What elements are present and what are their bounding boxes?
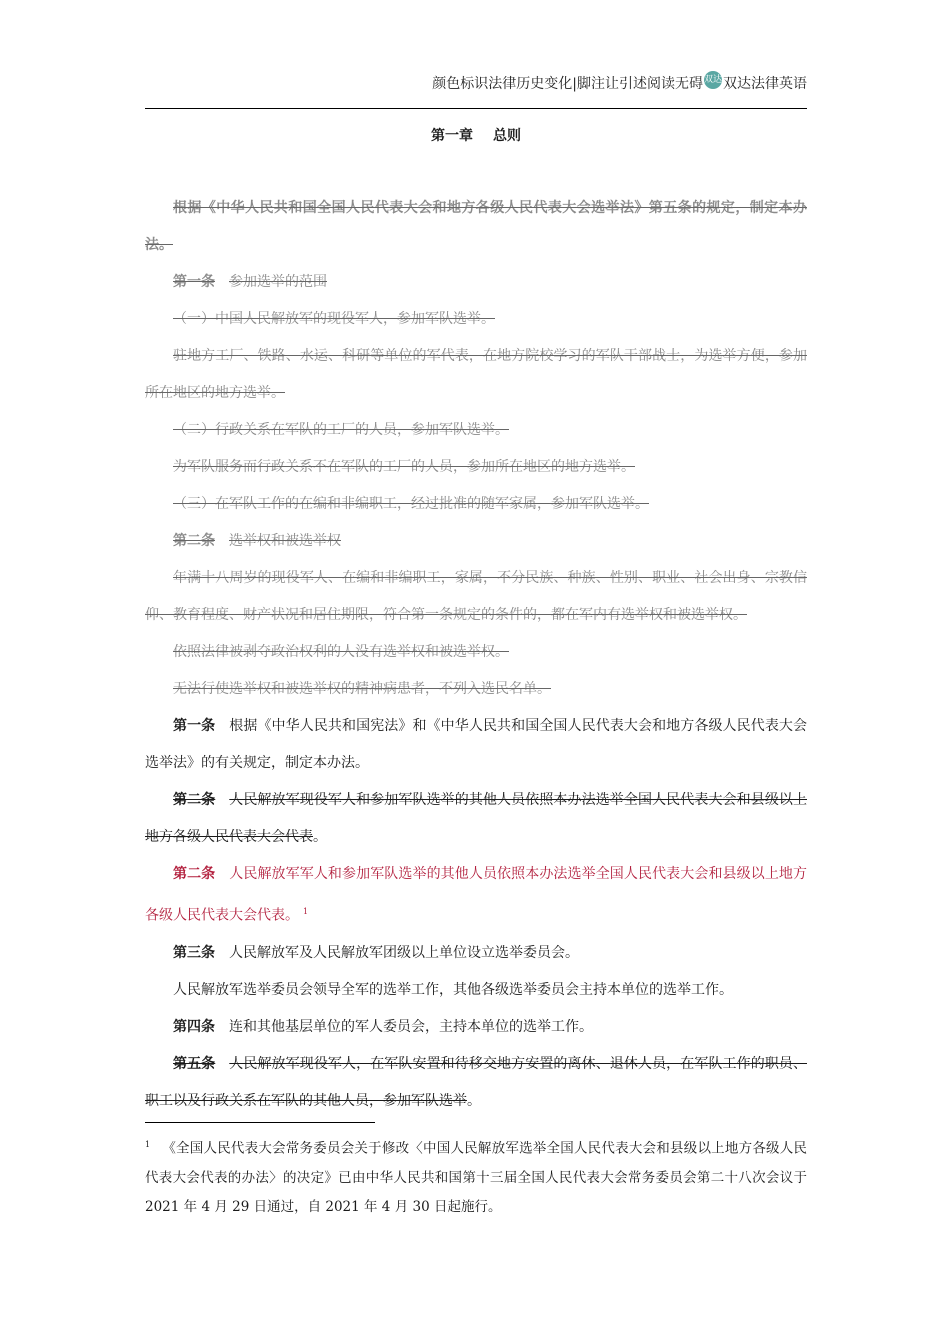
article-end-punct: 。 — [313, 829, 327, 845]
deleted-paragraph — [145, 412, 807, 449]
article-title: 选举权和被选举权 — [229, 533, 341, 549]
article-text: 人民解放军选举委员会领导全军的选举工作，其他各级选举委员会主持本单位的选举工作。 — [173, 981, 733, 998]
document-body — [145, 190, 807, 1120]
article-text: 人民解放军军人和参加军队选举的其他人员依照本办法选举全国人民代表大会和县级以上地方各级人民代表大会代表。 — [145, 866, 807, 924]
deleted-text: 无法行使选举权和被选举权的精神病患者，不列入选民名单。 — [173, 681, 551, 697]
footnote-text: 《全国人民代表大会常务委员会关于修改〈中国人民解放军选举全国人民代表大会和县级以上地方各级人民代表大会代表的办法〉的决定》已由中华人民共和国第十三届全国人民代表大会常务委员会第二十八次会议于 2021 年 4 月 29 日通过，自 2021 年 4 月 30 日起施行。 — [145, 1140, 807, 1215]
deleted-article-2-heading — [145, 523, 807, 560]
deleted-text: （一）中国人民解放军的现役军人，参加军队选举。 — [173, 311, 495, 327]
article-3-paragraph-2 — [145, 972, 807, 1009]
shuangda-logo-icon: 双达 — [704, 71, 722, 89]
chapter-name: 总则 — [493, 128, 521, 144]
article-label: 第二条 — [173, 792, 216, 808]
chapter-number: 第一章 — [431, 128, 473, 144]
deleted-text: 依照法律被剥夺政治权利的人没有选举权和被选举权。 — [173, 644, 509, 660]
chapter-title — [145, 124, 807, 148]
deleted-text: （三）在军队工作的在编和非编职工，经过批准的随军家属，参加军队选举。 — [173, 496, 649, 512]
deleted-text: 驻地方工厂、铁路、水运、科研等单位的军代表，在地方院校学习的军队干部战士，为选举方便，参加所在地区的地方选举。 — [145, 348, 807, 401]
deleted-paragraph — [145, 338, 807, 412]
article-2-old — [145, 782, 807, 856]
deleted-paragraph — [145, 634, 807, 671]
deleted-paragraph — [145, 560, 807, 634]
page-header — [145, 72, 807, 96]
footnote-number: 1 — [145, 1140, 151, 1149]
article-label: 第五条 — [173, 1055, 216, 1072]
deleted-paragraph — [145, 301, 807, 338]
footnote-divider — [145, 1122, 375, 1123]
deleted-text: （二）行政关系在军队的工厂的人员，参加军队选举。 — [173, 422, 509, 438]
article-label: 第二条 — [173, 533, 215, 549]
footnote — [145, 1130, 807, 1222]
article-label: 第二条 — [173, 866, 216, 882]
footnote-ref-link[interactable]: 1 — [303, 907, 309, 916]
article-text: 人民解放军及人民解放军团级以上单位设立选举委员会。 — [229, 944, 579, 961]
article-end-punct: 。 — [467, 1092, 481, 1109]
article-label: 第四条 — [173, 1018, 215, 1035]
article-text: 根据《中华人民共和国宪法》和《中华人民共和国全国人民代表大会和地方各级人民代表大会选举法》的有关规定，制定本办法。 — [145, 718, 807, 771]
article-label: 第一条 — [173, 718, 216, 734]
header-tagline: 颜色标识法律历史变化|脚注让引述阅读无碍 — [432, 76, 703, 92]
article-text: 人民解放军现役军人，在军队安置和待移交地方安置的离休、退休人员，在军队工作的职员、职工以及行政关系在军队的其他人员，参加军队选举 — [145, 1055, 807, 1109]
article-1 — [145, 708, 807, 782]
article-4 — [145, 1009, 807, 1046]
article-5-old — [145, 1046, 807, 1120]
deleted-article-1-heading — [145, 264, 807, 301]
article-3 — [145, 935, 807, 972]
header-brand: 双达法律英语 — [723, 76, 807, 92]
article-text: 人民解放军现役军人和参加军队选举的其他人员依照本办法选举全国人民代表大会和县级以上地方各级人民代表大会代表 — [145, 792, 807, 845]
header-divider — [145, 108, 807, 109]
deleted-text: 年满十八周岁的现役军人、在编和非编职工，家属，不分民族、种族、性别、职业、社会出身、宗教信仰、教育程度、财产状况和居住期限，符合第一条规定的条件的，都在军内有选举权和被选举权。 — [145, 570, 807, 623]
article-label: 第一条 — [173, 274, 215, 290]
deleted-paragraph — [145, 449, 807, 486]
article-title: 参加选举的范围 — [229, 274, 327, 290]
deleted-paragraph — [145, 671, 807, 708]
deleted-text: 根据《中华人民共和国全国人民代表大会和地方各级人民代表大会选举法》第五条的规定，制定本办法。 — [145, 200, 807, 253]
deleted-text: 为军队服务而行政关系不在军队的工厂的人员，参加所在地区的地方选举。 — [173, 459, 635, 475]
article-label: 第三条 — [173, 944, 215, 961]
article-text: 连和其他基层单位的军人委员会，主持本单位的选举工作。 — [229, 1018, 593, 1035]
deleted-paragraph — [145, 486, 807, 523]
article-2-amended — [145, 856, 807, 935]
deleted-preamble — [145, 190, 807, 264]
